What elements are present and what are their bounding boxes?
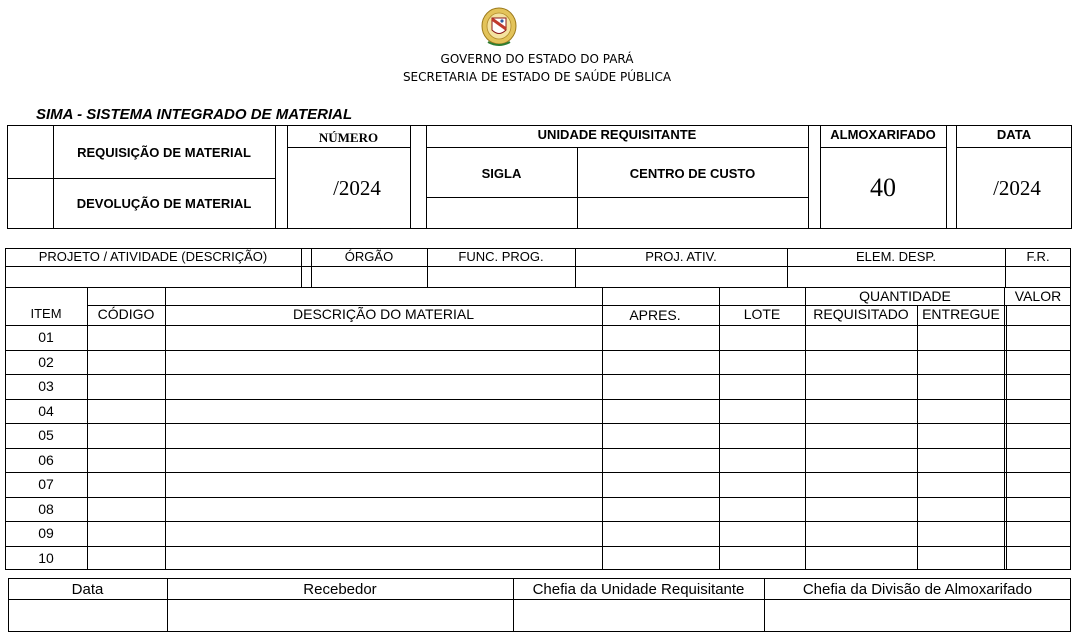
item-number: 01 <box>38 329 54 345</box>
table-row <box>5 399 1071 424</box>
coat-of-arms-icon <box>480 6 518 50</box>
item-number: 02 <box>38 354 54 370</box>
almoxarifado-label: ALMOXARIFADO <box>830 127 936 142</box>
data-label: DATA <box>996 127 1032 142</box>
quantidade-header: QUANTIDADE <box>859 288 951 304</box>
item-number: 03 <box>38 378 54 394</box>
requisicao-label: REQUISIÇÃO DE MATERIAL <box>77 145 251 160</box>
proj-ativ-label: PROJ. ATIV. <box>645 249 717 264</box>
centro-custo-field[interactable] <box>578 198 807 228</box>
table-row <box>5 472 1071 497</box>
item-number: 08 <box>38 501 54 517</box>
descricao-header: DESCRIÇÃO DO MATERIAL <box>293 306 474 322</box>
elem-desp-label: ELEM. DESP. <box>856 249 936 264</box>
numero-label: NÚMERO <box>318 130 379 145</box>
devolucao-label: DEVOLUÇÃO DE MATERIAL <box>76 196 252 211</box>
fr-label: F.R. <box>1026 249 1050 264</box>
table-row <box>5 497 1071 522</box>
valor-header: VALOR <box>1014 288 1062 304</box>
table-row <box>5 546 1071 571</box>
almoxarifado-value[interactable]: 40 <box>870 173 896 202</box>
apres-header: APRES. <box>629 307 681 323</box>
sig-recebedor-label: Recebedor <box>303 581 377 598</box>
requisitado-header: REQUISITADO <box>813 306 909 322</box>
item-number: 06 <box>38 452 54 468</box>
item-header: ITEM <box>30 306 62 321</box>
sig-chefia-divisao-label: Chefia da Divisão de Almoxarifado <box>802 581 1033 598</box>
centro-custo-label: CENTRO DE CUSTO <box>629 166 756 181</box>
sig-data-label: Data <box>71 581 104 598</box>
sig-data-field[interactable] <box>9 600 166 631</box>
item-number: 07 <box>38 476 54 492</box>
devolucao-checkbox[interactable] <box>8 179 52 228</box>
item-number: 10 <box>38 550 54 566</box>
item-number: 04 <box>38 403 54 419</box>
codigo-header: CÓDIGO <box>97 306 155 322</box>
sig-chefia-unidade-field[interactable] <box>514 600 763 631</box>
table-row <box>5 448 1071 473</box>
unidade-label: UNIDADE REQUISITANTE <box>537 127 697 142</box>
entregue-header: ENTREGUE <box>922 306 1000 322</box>
data-value[interactable]: /2024 <box>993 176 1041 200</box>
secretariat-name: SECRETARIA DE ESTADO DE SAÚDE PÚBLICA <box>402 70 672 84</box>
item-number: 09 <box>38 525 54 541</box>
state-seal <box>480 6 518 50</box>
sigla-field[interactable] <box>427 198 576 228</box>
government-name: GOVERNO DO ESTADO DO PARÁ <box>440 52 634 66</box>
table-row <box>5 423 1071 448</box>
lote-header: LOTE <box>743 306 781 322</box>
sig-chefia-divisao-field[interactable] <box>765 600 1070 631</box>
system-title: SIMA - SISTEMA INTEGRADO DE MATERIAL <box>36 106 353 123</box>
requisicao-checkbox[interactable] <box>8 126 52 177</box>
table-row <box>5 374 1071 399</box>
projeto-label: PROJETO / ATIVIDADE (DESCRIÇÃO) <box>38 249 268 264</box>
table-row <box>5 350 1071 375</box>
sig-recebedor-field[interactable] <box>168 600 512 631</box>
sig-chefia-unidade-label: Chefia da Unidade Requisitante <box>532 581 745 598</box>
item-number: 05 <box>38 427 54 443</box>
sigla-label: SIGLA <box>481 166 522 181</box>
func-prog-label: FUNC. PROG. <box>458 249 544 264</box>
orgao-label: ÓRGÃO <box>344 249 394 264</box>
numero-value[interactable]: /2024 <box>333 176 381 200</box>
table-row <box>5 521 1071 546</box>
table-row <box>5 325 1071 350</box>
